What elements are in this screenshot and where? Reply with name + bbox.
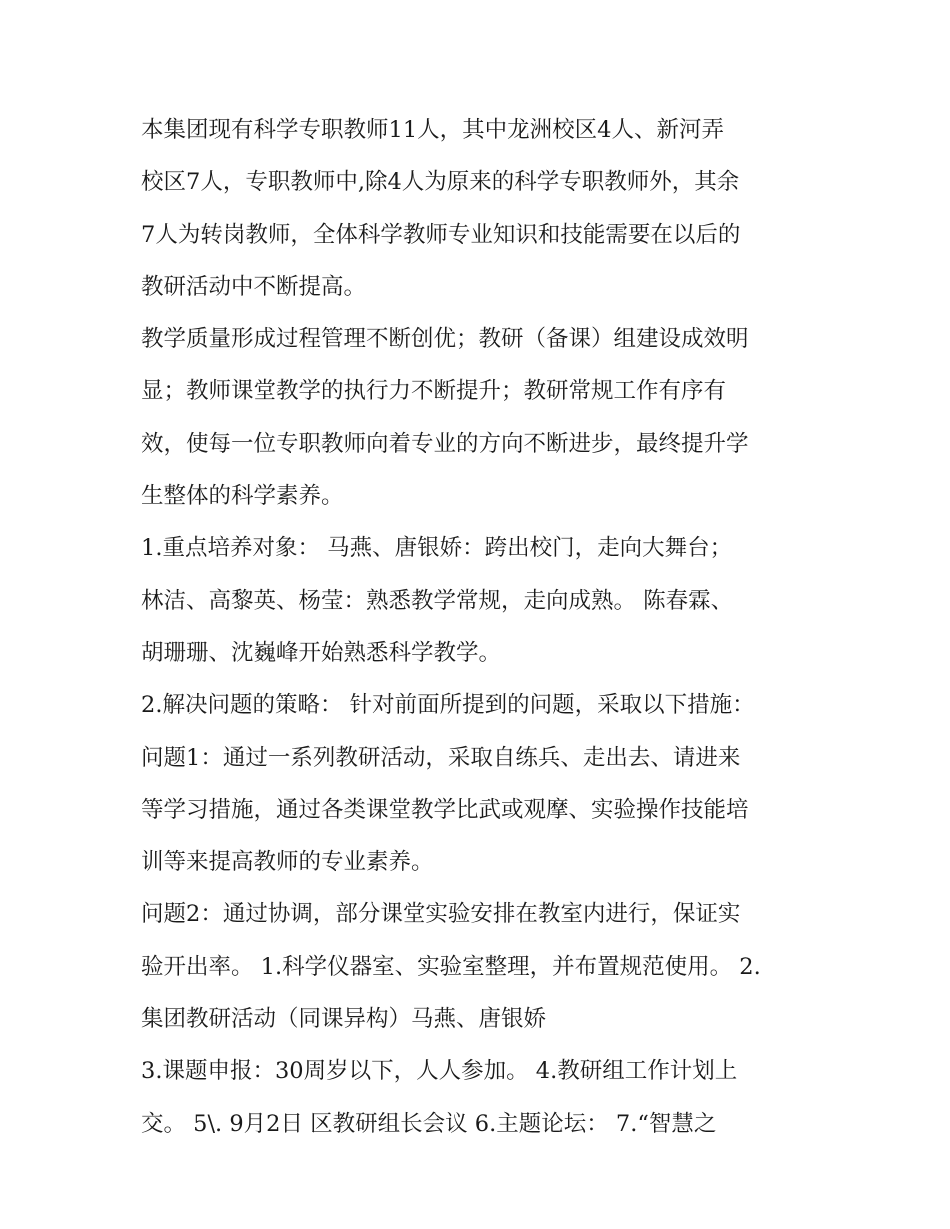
text-line: 教学质量形成过程管理不断创优；教研（备课）组建设成效明 bbox=[141, 326, 749, 353]
document-body bbox=[141, 104, 831, 1150]
text-line: 本集团现有科学专职教师11人，其中龙洲校区4人、新河弄 bbox=[141, 117, 724, 143]
text-line: 集团教研活动（同课异构）马燕、唐银娇 bbox=[141, 1006, 547, 1033]
text-line: 林洁、高黎英、杨莹：熟悉教学常规，走向成熟。 陈春霖、 bbox=[141, 587, 734, 614]
text-line: 校区7人，专职教师中,除4人为原来的科学专职教师外，其余 bbox=[141, 169, 740, 196]
text-line: 交。 5\. 9月2日 区教研组长会议 6.主题论坛： 7.“智慧之 bbox=[141, 1110, 717, 1137]
text-line: 效，使每一位专职教师向着专业的方向不断进步，最终提升学 bbox=[141, 430, 749, 457]
text-line: 教研活动中不断提高。 bbox=[141, 273, 367, 300]
text-line: 等学习措施，通过各类课堂教学比武或观摩、实验操作技能培 bbox=[141, 796, 749, 823]
text-line: 2.解决问题的策略： 针对前面所提到的问题，采取以下措施： bbox=[141, 692, 755, 719]
text-line: 显；教师课堂教学的执行力不断提升；教研常规工作有序有 bbox=[141, 378, 727, 405]
text-line: 验开出率。 1.科学仪器室、实验室整理，并布置规范使用。 2. bbox=[141, 953, 761, 980]
text-line: 1.重点培养对象： 马燕、唐银娇：跨出校门，走向大舞台； bbox=[141, 535, 733, 562]
text-line: 问题1：通过一系列教研活动，采取自练兵、走出去、请进来 bbox=[141, 744, 741, 771]
text-line: 胡珊珊、沈巍峰开始熟悉科学教学。 bbox=[141, 639, 502, 666]
text-line: 生整体的科学素养。 bbox=[141, 483, 344, 510]
text-line: 问题2：通过协调，部分课堂实验安排在教室内进行，保证实 bbox=[141, 901, 741, 928]
text-line: 7人为转岗教师，全体科学教师专业知识和技能需要在以后的 bbox=[141, 221, 741, 248]
text-line: 3.课题申报：30周岁以下，人人参加。 4.教研组工作计划上 bbox=[141, 1058, 738, 1085]
text-line: 训等来提高教师的专业素养。 bbox=[141, 849, 434, 876]
